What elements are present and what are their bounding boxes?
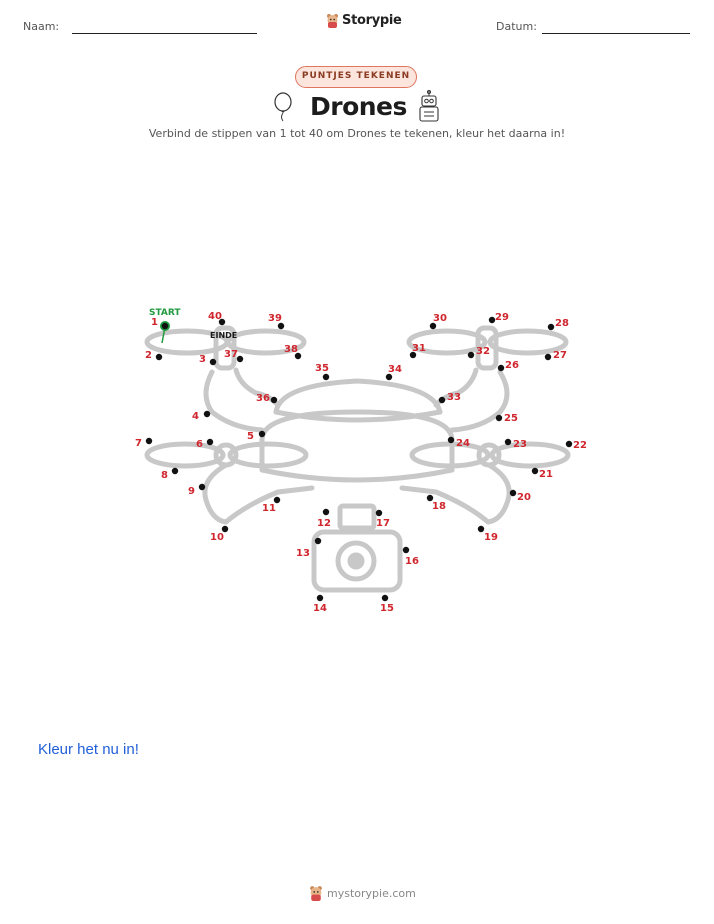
- footer: [309, 885, 416, 901]
- dot-number-7: 7: [135, 438, 142, 449]
- dot-36: [271, 397, 277, 403]
- dot-number-28: 28: [555, 318, 569, 329]
- dot-number-6: 6: [196, 439, 203, 450]
- dot-24: [448, 437, 454, 443]
- dot-number-25: 25: [504, 413, 518, 424]
- dot-33: [439, 397, 445, 403]
- page-title: Drones: [310, 92, 407, 121]
- dot-14: [317, 595, 323, 601]
- dot-2: [156, 354, 162, 360]
- dot-21: [532, 468, 538, 474]
- dot-22: [566, 441, 572, 447]
- dot-number-20: 20: [517, 492, 531, 503]
- dot-number-39: 39: [268, 313, 282, 324]
- dot-number-21: 21: [539, 469, 553, 480]
- start-label: START: [149, 308, 181, 318]
- dot-number-40: 40: [208, 311, 222, 322]
- footer-url: mystorypie.com: [327, 886, 416, 900]
- dot-26: [498, 365, 504, 371]
- dot-number-17: 17: [376, 518, 390, 529]
- color-hint: Kleur het nu in!: [38, 741, 139, 758]
- dot-number-34: 34: [388, 364, 402, 375]
- brand-name: Storypie: [342, 13, 402, 28]
- dot-number-2: 2: [145, 350, 152, 361]
- dot-number-4: 4: [192, 411, 199, 422]
- dot-number-22: 22: [573, 440, 587, 451]
- dot-number-11: 11: [262, 503, 276, 514]
- dot-number-24: 24: [456, 438, 470, 449]
- dot-number-36: 36: [256, 393, 270, 404]
- dot-25: [496, 415, 502, 421]
- dot-number-27: 27: [553, 350, 567, 361]
- dot-number-14: 14: [313, 603, 327, 614]
- name-label: Naam:: [23, 20, 60, 33]
- dot-1: [162, 323, 168, 329]
- dot-9: [199, 484, 205, 490]
- dot-number-9: 9: [188, 486, 195, 497]
- dot-20: [510, 490, 516, 496]
- dot-16: [403, 547, 409, 553]
- dot-35: [323, 374, 329, 380]
- dot-number-16: 16: [405, 556, 419, 567]
- date-label: Datum:: [496, 20, 537, 33]
- dot-12: [323, 509, 329, 515]
- dot-13: [315, 538, 321, 544]
- dot-number-26: 26: [505, 360, 519, 371]
- dot-5: [259, 431, 265, 437]
- dot-32: [468, 352, 474, 358]
- dot-number-38: 38: [284, 344, 298, 355]
- dot-number-5: 5: [247, 431, 254, 442]
- dot-number-13: 13: [296, 548, 310, 559]
- dot-17: [376, 510, 382, 516]
- dot-6: [207, 439, 213, 445]
- dot-7: [146, 438, 152, 444]
- dot-number-19: 19: [484, 532, 498, 543]
- dot-number-30: 30: [433, 313, 447, 324]
- dot-number-15: 15: [380, 603, 394, 614]
- dot-number-29: 29: [495, 312, 509, 323]
- dot-number-32: 32: [476, 346, 490, 357]
- storypie-mascot-icon: [309, 885, 323, 901]
- dot-28: [548, 324, 554, 330]
- dot-23: [505, 439, 511, 445]
- dot-number-33: 33: [447, 392, 461, 403]
- dot-number-10: 10: [210, 532, 224, 543]
- dot-15: [382, 595, 388, 601]
- dot-number-37: 37: [224, 349, 238, 360]
- dot-8: [172, 468, 178, 474]
- dot-number-18: 18: [432, 501, 446, 512]
- dot-number-31: 31: [412, 343, 426, 354]
- category-badge: PUNTJES TEKENEN: [295, 66, 417, 88]
- dot-number-1: 1: [151, 317, 158, 328]
- dot-number-3: 3: [199, 354, 206, 365]
- instructions: Verbind de stippen van 1 tot 40 om Drones te tekenen, kleur het daarna in!: [148, 127, 566, 140]
- dot-number-23: 23: [513, 439, 527, 450]
- dot-number-12: 12: [317, 518, 331, 529]
- dot-3: [210, 359, 216, 365]
- end-label: EINDE: [210, 331, 238, 340]
- dot-number-35: 35: [315, 363, 329, 374]
- dot-27: [545, 354, 551, 360]
- dot-4: [204, 411, 210, 417]
- dot-number-8: 8: [161, 470, 168, 481]
